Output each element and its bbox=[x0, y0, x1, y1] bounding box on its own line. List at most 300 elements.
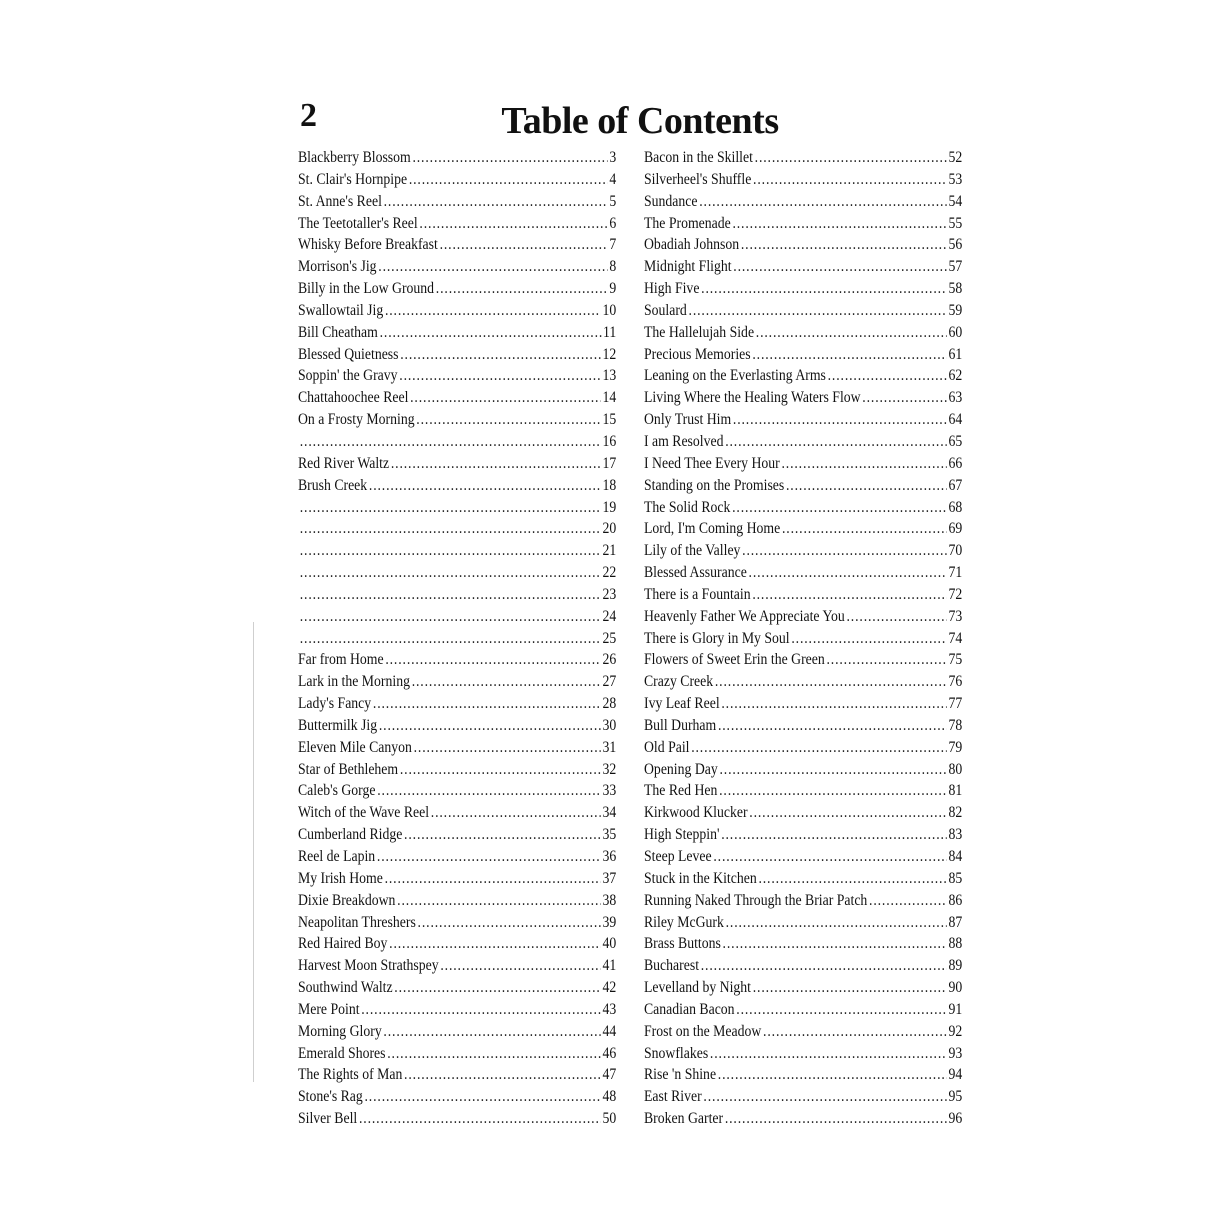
dot-leader bbox=[389, 933, 601, 955]
toc-entry-page: 68 bbox=[948, 498, 963, 516]
toc-entry-title: Red River Waltz bbox=[298, 454, 390, 472]
toc-entry-title: Running Naked Through the Briar Patch bbox=[644, 891, 868, 909]
toc-entry bbox=[644, 147, 962, 169]
toc-entry-page: 42 bbox=[602, 979, 617, 997]
toc-entry-title: Crazy Creek bbox=[644, 673, 714, 691]
toc-entry-page: 22 bbox=[602, 564, 617, 582]
toc-entry-title: The Teetotaller's Reel bbox=[298, 214, 418, 232]
toc-entry-title: The Red Hen bbox=[644, 782, 718, 800]
toc-entry bbox=[298, 497, 616, 519]
toc-entry-title: Steep Levee bbox=[644, 848, 712, 865]
toc-entry-title: Snowflakes bbox=[644, 1044, 709, 1062]
toc-entry bbox=[298, 234, 616, 256]
page-number: 2 bbox=[300, 97, 317, 134]
toc-entry bbox=[644, 1108, 962, 1130]
toc-entry-page: 21 bbox=[602, 542, 617, 560]
toc-entry-page: 19 bbox=[602, 498, 617, 516]
toc-entry bbox=[298, 737, 616, 759]
toc-entry-page: 17 bbox=[602, 454, 617, 472]
dot-leader bbox=[721, 824, 947, 846]
dot-leader bbox=[377, 780, 600, 802]
dot-leader bbox=[752, 584, 946, 606]
dot-leader bbox=[414, 737, 601, 759]
toc-entry-title: Stone's Rag bbox=[298, 1088, 363, 1106]
toc-entry bbox=[298, 780, 616, 802]
dot-leader bbox=[365, 1086, 601, 1108]
toc-entry bbox=[298, 584, 616, 606]
toc-entry bbox=[644, 234, 962, 256]
dot-leader bbox=[732, 497, 947, 519]
dot-leader bbox=[300, 606, 601, 628]
dot-leader bbox=[400, 759, 601, 781]
toc-entry-title: Lady's Fancy bbox=[298, 695, 372, 713]
dot-leader bbox=[781, 453, 946, 475]
toc-entry-title: Chattahoochee Reel bbox=[298, 389, 409, 407]
toc-entry-page: 26 bbox=[602, 651, 617, 669]
dot-leader bbox=[387, 1043, 600, 1065]
dot-leader bbox=[763, 1021, 947, 1043]
toc-entry-title: Whisky Before Breakfast bbox=[298, 236, 438, 254]
dot-leader bbox=[412, 147, 607, 169]
toc-entry-title: Levelland by Night bbox=[644, 979, 752, 997]
dot-leader bbox=[786, 475, 947, 497]
toc-entry bbox=[298, 671, 616, 693]
toc-entry-page: 53 bbox=[948, 170, 963, 188]
toc-entry bbox=[644, 955, 962, 977]
toc-entry-page: 62 bbox=[948, 367, 963, 385]
toc-entry-title: There is Glory in My Soul bbox=[644, 629, 790, 647]
toc-entry-page: 20 bbox=[602, 520, 617, 538]
toc-entry-title: St. Anne's Reel bbox=[298, 192, 382, 210]
toc-entry-title: There is a Fountain bbox=[644, 585, 751, 603]
dot-leader bbox=[397, 890, 601, 912]
toc-entry-page: 16 bbox=[602, 432, 617, 450]
dot-leader bbox=[691, 737, 947, 759]
dot-leader bbox=[394, 977, 600, 999]
toc-entry-title: St. Clair's Hornpipe bbox=[298, 170, 408, 188]
toc-entry bbox=[644, 191, 962, 213]
dot-leader bbox=[373, 693, 601, 715]
toc-entry-title: Bacon in the Skillet bbox=[644, 149, 753, 166]
dot-leader bbox=[719, 759, 946, 781]
toc-entry-title: Lord, I'm Coming Home bbox=[644, 520, 781, 538]
toc-entry-page: 71 bbox=[948, 564, 963, 582]
toc-entry bbox=[298, 344, 616, 366]
toc-entry-title: Cumberland Ridge bbox=[298, 826, 403, 844]
dot-leader bbox=[391, 453, 601, 475]
toc-entry-title: Brush Creek bbox=[298, 476, 368, 494]
dot-leader bbox=[400, 344, 600, 366]
toc-entry-page: 80 bbox=[948, 760, 963, 778]
toc-entry-title: The Rights of Man bbox=[298, 1066, 403, 1084]
dot-leader bbox=[440, 234, 608, 256]
toc-entry-title: Caleb's Gorge bbox=[298, 782, 376, 800]
toc-entry-page: 89 bbox=[948, 957, 963, 975]
toc-entry-title: Neapolitan Threshers bbox=[298, 913, 416, 931]
toc-entry-page: 4 bbox=[609, 170, 617, 188]
toc-entry bbox=[644, 912, 962, 934]
toc-entry bbox=[644, 431, 962, 453]
toc-entry bbox=[298, 475, 616, 497]
dot-leader bbox=[725, 1108, 947, 1130]
toc-entry bbox=[298, 890, 616, 912]
dot-leader bbox=[416, 409, 600, 431]
dot-leader bbox=[399, 365, 600, 387]
toc-entry-title: Brass Buttons bbox=[644, 935, 721, 953]
toc-entry-page: 56 bbox=[948, 236, 963, 254]
toc-entry-page: 61 bbox=[948, 345, 963, 363]
toc-entry bbox=[298, 955, 616, 977]
dot-leader bbox=[436, 278, 608, 300]
dot-leader bbox=[699, 191, 947, 213]
toc-entry bbox=[644, 518, 962, 540]
toc-entry-page: 78 bbox=[948, 716, 963, 734]
toc-entry-page: 11 bbox=[602, 323, 617, 341]
dot-leader bbox=[862, 387, 946, 409]
toc-entry-page: 40 bbox=[602, 935, 617, 953]
toc-entry bbox=[644, 453, 962, 475]
toc-entry-title: Reel de Lapin bbox=[298, 848, 376, 865]
toc-entry-title: Leaning on the Everlasting Arms bbox=[644, 367, 826, 385]
toc-entry bbox=[298, 518, 616, 540]
toc-entry-page: 95 bbox=[948, 1088, 963, 1106]
toc-entry-page: 38 bbox=[602, 891, 617, 909]
toc-entry-page: 94 bbox=[948, 1066, 963, 1084]
toc-entry-title: East River bbox=[644, 1088, 702, 1106]
dot-leader bbox=[753, 977, 947, 999]
dot-leader bbox=[753, 169, 947, 191]
toc-entry bbox=[298, 824, 616, 846]
dot-leader bbox=[404, 1064, 601, 1086]
dot-leader bbox=[300, 584, 601, 606]
toc-entry-page: 67 bbox=[948, 476, 963, 494]
toc-entry bbox=[298, 191, 616, 213]
toc-entry bbox=[644, 824, 962, 846]
toc-entry bbox=[644, 999, 962, 1021]
toc-entry bbox=[644, 562, 962, 584]
toc-entry-title: Morning Glory bbox=[298, 1022, 382, 1040]
toc-entry bbox=[644, 649, 962, 671]
dot-leader bbox=[409, 169, 608, 191]
toc-entry-title: Lily of the Valley bbox=[644, 542, 741, 560]
toc-entry bbox=[644, 780, 962, 802]
toc-entry-title: High Steppin' bbox=[644, 826, 720, 844]
dot-leader bbox=[732, 213, 946, 235]
toc-entry-page: 72 bbox=[948, 585, 963, 603]
dot-leader bbox=[701, 955, 947, 977]
toc-entry-title: I am Resolved bbox=[644, 432, 724, 450]
toc-entry-page: 34 bbox=[602, 804, 617, 822]
dot-leader bbox=[300, 431, 601, 453]
toc-entry-title: The Solid Rock bbox=[644, 498, 731, 516]
toc-entry-page: 25 bbox=[602, 629, 617, 647]
toc-entry-page: 52 bbox=[948, 149, 963, 166]
dot-leader bbox=[749, 802, 946, 824]
toc-entry-page: 48 bbox=[602, 1088, 617, 1106]
dot-leader bbox=[758, 868, 946, 890]
toc-entry-page: 39 bbox=[602, 913, 617, 931]
toc-entry-page: 55 bbox=[948, 214, 963, 232]
dot-leader bbox=[718, 715, 947, 737]
toc-entry bbox=[298, 431, 616, 453]
toc-entry-title: Buttermilk Jig bbox=[298, 716, 378, 734]
toc-entry-title: High Five bbox=[644, 280, 700, 298]
toc-entry-title: Far from Home bbox=[298, 651, 384, 669]
toc-entry-title: Stuck in the Kitchen bbox=[644, 869, 757, 887]
toc-entry bbox=[298, 1064, 616, 1086]
toc-entry bbox=[644, 759, 962, 781]
dot-leader bbox=[361, 999, 600, 1021]
dot-leader bbox=[756, 322, 947, 344]
toc-entry-title: Riley McGurk bbox=[644, 913, 724, 931]
toc-entry bbox=[644, 671, 962, 693]
toc-entry-title: Bill Cheatham bbox=[298, 323, 378, 341]
toc-entry bbox=[298, 606, 616, 628]
toc-entry bbox=[644, 693, 962, 715]
toc-entry bbox=[644, 715, 962, 737]
toc-entry-title: Precious Memories bbox=[644, 345, 751, 363]
toc-entry-page: 69 bbox=[948, 520, 963, 538]
dot-leader bbox=[718, 1064, 947, 1086]
toc-entry bbox=[644, 475, 962, 497]
toc-entry-page: 81 bbox=[948, 782, 963, 800]
dot-leader bbox=[721, 693, 946, 715]
toc-entry bbox=[298, 759, 616, 781]
dot-leader bbox=[791, 628, 946, 650]
toc-entry bbox=[298, 169, 616, 191]
toc-entry-page: 76 bbox=[948, 673, 963, 691]
dot-leader bbox=[300, 540, 601, 562]
toc-entry-title: Canadian Bacon bbox=[644, 1000, 735, 1018]
toc-entry-page: 88 bbox=[948, 935, 963, 953]
toc-entry-page: 75 bbox=[948, 651, 963, 669]
dot-leader bbox=[689, 300, 947, 322]
dot-leader bbox=[703, 1086, 946, 1108]
toc-entry bbox=[644, 1021, 962, 1043]
toc-entry-title: Heavenly Father We Appreciate You bbox=[644, 607, 845, 625]
toc-entry bbox=[644, 497, 962, 519]
toc-entry-page: 41 bbox=[602, 957, 617, 975]
toc-entry-page: 83 bbox=[948, 826, 963, 844]
toc-entry-page: 54 bbox=[948, 192, 963, 210]
toc-entry bbox=[298, 256, 616, 278]
toc-entry bbox=[644, 365, 962, 387]
toc-entry bbox=[298, 409, 616, 431]
toc-entry bbox=[644, 387, 962, 409]
dot-leader bbox=[431, 802, 601, 824]
toc-entry-page: 33 bbox=[602, 782, 617, 800]
toc-entry bbox=[298, 1086, 616, 1108]
toc-entry-title: Broken Garter bbox=[644, 1110, 724, 1128]
toc-entry bbox=[644, 1086, 962, 1108]
toc-entry bbox=[644, 868, 962, 890]
toc-entry-page: 87 bbox=[948, 913, 963, 931]
dot-leader bbox=[383, 1021, 600, 1043]
toc-entry-page: 32 bbox=[602, 760, 617, 778]
toc-entry-title: On a Frosty Morning bbox=[298, 411, 415, 429]
toc-entry-title: Harvest Moon Strathspey bbox=[298, 957, 439, 975]
toc-entry bbox=[644, 256, 962, 278]
toc-entry-page: 10 bbox=[602, 301, 617, 319]
dot-leader bbox=[869, 890, 947, 912]
dot-leader bbox=[380, 322, 602, 344]
toc-entry-page: 74 bbox=[948, 629, 963, 647]
toc-entry-page: 3 bbox=[609, 149, 617, 166]
dot-leader bbox=[725, 431, 947, 453]
toc-entry-page: 31 bbox=[602, 738, 617, 756]
toc-entry-title: Emerald Shores bbox=[298, 1044, 386, 1062]
toc-entry bbox=[298, 715, 616, 737]
toc-entry-page: 92 bbox=[948, 1022, 963, 1040]
toc-entry bbox=[298, 147, 616, 169]
toc-entry bbox=[298, 999, 616, 1021]
toc-entry-page: 15 bbox=[602, 411, 617, 429]
toc-entry bbox=[644, 737, 962, 759]
toc-entry-page: 30 bbox=[602, 716, 617, 734]
dot-leader bbox=[726, 912, 947, 934]
toc-entry bbox=[298, 1021, 616, 1043]
dot-leader bbox=[300, 518, 601, 540]
toc-entry-page: 65 bbox=[948, 432, 963, 450]
toc-entry-title: Living Where the Healing Waters Flow bbox=[644, 389, 861, 407]
toc-column-right bbox=[644, 147, 962, 1130]
toc-entry-title: Lark in the Morning bbox=[298, 673, 410, 691]
toc-entry-title: Mere Point bbox=[298, 1000, 360, 1018]
toc-entry-title: Morrison's Jig bbox=[298, 258, 377, 276]
toc-entry bbox=[644, 977, 962, 999]
toc-entry-title: Rise 'n Shine bbox=[644, 1066, 717, 1084]
toc-entry-page: 27 bbox=[602, 673, 617, 691]
toc-entry bbox=[644, 606, 962, 628]
toc-entry-title: The Hallelujah Side bbox=[644, 323, 755, 341]
dot-leader bbox=[378, 256, 607, 278]
dot-leader bbox=[385, 300, 601, 322]
toc-entry bbox=[298, 846, 616, 868]
page-title: Table of Contents bbox=[501, 100, 779, 142]
dot-leader bbox=[300, 628, 601, 650]
dot-leader bbox=[755, 147, 947, 169]
dot-leader bbox=[710, 1043, 947, 1065]
toc-entry-page: 5 bbox=[609, 192, 617, 210]
toc-entry-page: 28 bbox=[602, 695, 617, 713]
dot-leader bbox=[715, 671, 947, 693]
toc-entry-page: 79 bbox=[948, 738, 963, 756]
toc-entry-page: 86 bbox=[948, 891, 963, 909]
toc-entry-title: Billy in the Low Ground bbox=[298, 280, 435, 298]
toc-entry bbox=[298, 1043, 616, 1065]
dot-leader bbox=[384, 191, 608, 213]
toc-entry bbox=[298, 628, 616, 650]
toc-entry-page: 36 bbox=[602, 848, 617, 865]
toc-entry-page: 8 bbox=[609, 258, 617, 276]
toc-entry bbox=[298, 387, 616, 409]
toc-entry bbox=[644, 409, 962, 431]
toc-entry-page: 82 bbox=[948, 804, 963, 822]
toc-entry-page: 23 bbox=[602, 585, 617, 603]
toc-entry bbox=[298, 912, 616, 934]
dot-leader bbox=[752, 344, 946, 366]
toc-entry bbox=[644, 213, 962, 235]
toc-entry-title: The Promenade bbox=[644, 214, 731, 232]
dot-leader bbox=[359, 1108, 601, 1130]
toc-entry-title: Silverheel's Shuffle bbox=[644, 170, 752, 188]
toc-entry-page: 91 bbox=[948, 1000, 963, 1018]
toc-entry-page: 35 bbox=[602, 826, 617, 844]
dot-leader bbox=[385, 868, 601, 890]
toc-entry bbox=[644, 584, 962, 606]
toc-entry-title: Frost on the Meadow bbox=[644, 1022, 762, 1040]
dot-leader bbox=[742, 540, 947, 562]
toc-entry-page: 90 bbox=[948, 979, 963, 997]
dot-leader bbox=[828, 365, 947, 387]
toc-entry-page: 58 bbox=[948, 280, 963, 298]
dot-leader bbox=[749, 562, 947, 584]
toc-entry-title: Star of Bethlehem bbox=[298, 760, 399, 778]
toc-entry-page: 44 bbox=[602, 1022, 617, 1040]
dot-leader bbox=[733, 409, 947, 431]
toc-entry bbox=[298, 365, 616, 387]
toc-entry-page: 47 bbox=[602, 1066, 617, 1084]
toc-entry-page: 9 bbox=[609, 280, 617, 298]
toc-entry bbox=[298, 453, 616, 475]
toc-entry-title: Kirkwood Klucker bbox=[644, 804, 748, 822]
toc-entry-title: Eleven Mile Canyon bbox=[298, 738, 412, 756]
toc-entry-page: 18 bbox=[602, 476, 617, 494]
dot-leader bbox=[847, 606, 947, 628]
toc-entry-page: 6 bbox=[609, 214, 617, 232]
toc-entry-title: My Irish Home bbox=[298, 869, 383, 887]
toc-entry bbox=[298, 649, 616, 671]
dot-leader bbox=[826, 649, 946, 671]
toc-entry bbox=[644, 1043, 962, 1065]
dot-leader bbox=[385, 649, 600, 671]
toc-entry-title: Opening Day bbox=[644, 760, 718, 778]
toc-entry-page: 73 bbox=[948, 607, 963, 625]
toc-entry bbox=[298, 1108, 616, 1130]
toc-entry-page: 24 bbox=[602, 607, 617, 625]
toc-entry-title: Soppin' the Gravy bbox=[298, 367, 398, 385]
toc-entry-title: Midnight Flight bbox=[644, 258, 732, 276]
toc-entry-title: Blessed Assurance bbox=[644, 564, 747, 582]
toc-entry bbox=[644, 802, 962, 824]
toc-entry-page: 12 bbox=[602, 345, 617, 363]
toc-entry bbox=[298, 213, 616, 235]
toc-entry bbox=[644, 300, 962, 322]
dot-leader bbox=[713, 846, 946, 868]
toc-entry-title: Standing on the Promises bbox=[644, 476, 785, 494]
toc-entry-page: 13 bbox=[602, 367, 617, 385]
toc-entry bbox=[298, 300, 616, 322]
toc-entry-title: Bull Durham bbox=[644, 716, 717, 734]
toc-entry-title: Blessed Quietness bbox=[298, 345, 399, 363]
toc-entry-page: 77 bbox=[948, 695, 963, 713]
toc-entry bbox=[644, 933, 962, 955]
dot-leader bbox=[369, 475, 601, 497]
toc-entry-title: Soulard bbox=[644, 301, 687, 319]
toc-entry-title: Witch of the Wave Reel bbox=[298, 804, 430, 822]
toc-entry-title: Sundance bbox=[644, 192, 698, 210]
dot-leader bbox=[300, 562, 601, 584]
dot-leader bbox=[741, 234, 947, 256]
dot-leader bbox=[440, 955, 600, 977]
toc-entry-page: 85 bbox=[948, 869, 963, 887]
toc-entry bbox=[298, 278, 616, 300]
dot-leader bbox=[736, 999, 946, 1021]
toc-entry bbox=[644, 628, 962, 650]
toc-entry bbox=[644, 322, 962, 344]
toc-entry-page: 59 bbox=[948, 301, 963, 319]
dot-leader bbox=[723, 933, 947, 955]
